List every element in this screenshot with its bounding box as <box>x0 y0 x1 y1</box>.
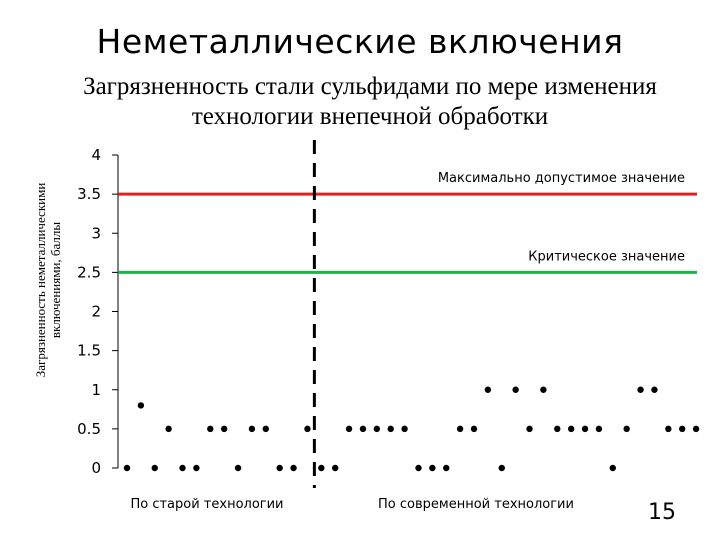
data-point <box>429 465 435 471</box>
data-point <box>165 426 171 432</box>
data-point <box>401 426 407 432</box>
data-point <box>443 465 449 471</box>
data-point <box>679 426 685 432</box>
data-point <box>637 387 643 393</box>
slide-title: Неметаллические включения <box>96 22 624 61</box>
chart-title-line-1: Загрязненность стали сульфидами по мере изменения <box>83 73 657 100</box>
data-point <box>568 426 574 432</box>
data-point <box>138 402 144 408</box>
group-label-2: По современной технологии <box>378 497 574 512</box>
y-tick-label: 3 <box>91 224 101 243</box>
data-point <box>276 465 282 471</box>
page-number: 15 <box>648 500 676 525</box>
data-point <box>388 426 394 432</box>
y-axis-title-line-1: Загрязненность неметаллическими <box>33 182 48 378</box>
data-point <box>582 426 588 432</box>
y-tick-label: 0 <box>91 459 101 477</box>
data-point <box>249 426 255 432</box>
data-point <box>665 426 671 432</box>
y-tick-label: 2.5 <box>77 263 101 282</box>
data-point <box>693 426 699 432</box>
data-point <box>596 426 602 432</box>
data-point <box>290 465 296 471</box>
data-point <box>179 465 185 471</box>
y-tick-label: 1 <box>91 380 101 399</box>
data-point <box>304 426 310 432</box>
data-point <box>332 465 338 471</box>
data-point <box>610 465 616 471</box>
reference-line-label-2: Критическое значение <box>528 249 685 265</box>
y-tick-label: 1.5 <box>77 341 101 360</box>
data-point <box>318 465 324 471</box>
data-point <box>346 426 352 432</box>
data-point <box>235 465 241 471</box>
y-tick-label: 4 <box>91 146 101 164</box>
data-point <box>415 465 421 471</box>
data-point <box>221 426 227 432</box>
data-point <box>526 426 532 432</box>
data-point <box>124 465 130 471</box>
data-point <box>554 426 560 432</box>
chart-title-line-2: технологии внепечной обработки <box>191 103 549 130</box>
group-label-1: По старой технологии <box>130 497 284 512</box>
data-point <box>485 387 491 393</box>
data-point <box>193 465 199 471</box>
data-point <box>207 426 213 432</box>
data-point <box>471 426 477 432</box>
data-point <box>623 426 629 432</box>
data-point <box>263 426 269 432</box>
data-point <box>651 387 657 393</box>
data-point <box>540 387 546 393</box>
data-point <box>499 465 505 471</box>
y-axis-title-line-2: включениями, баллы <box>48 221 63 339</box>
y-tick-label: 3.5 <box>77 185 101 204</box>
data-point <box>374 426 380 432</box>
data-point <box>152 465 158 471</box>
data-point <box>457 426 463 432</box>
y-tick-label: 2 <box>91 302 101 321</box>
y-tick-label: 0.5 <box>77 419 101 438</box>
data-point <box>512 387 518 393</box>
reference-line-label-1: Максимально допустимое значение <box>437 171 685 187</box>
data-point <box>360 426 366 432</box>
